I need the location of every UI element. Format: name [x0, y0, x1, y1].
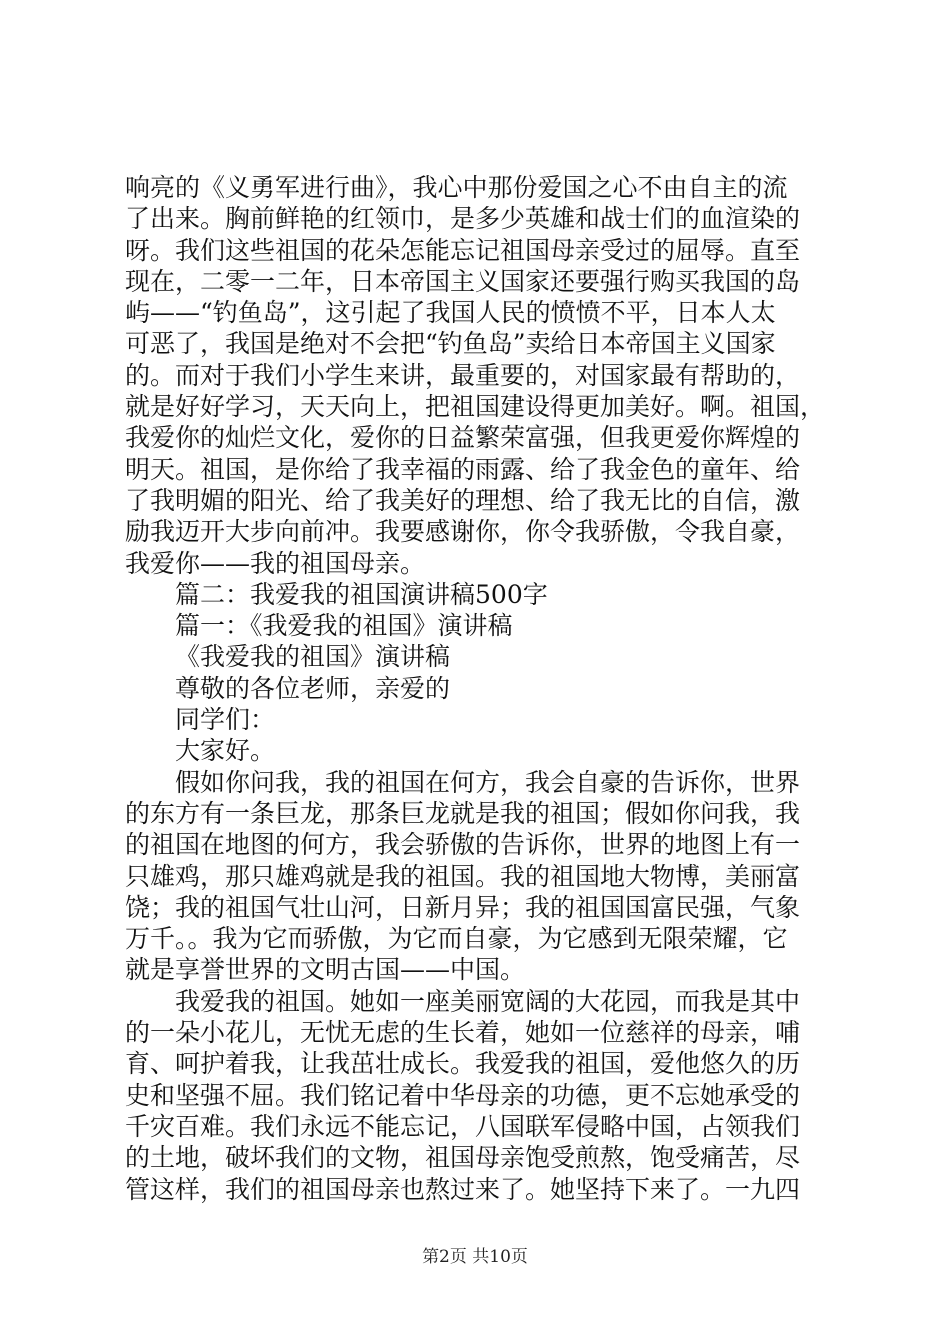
text-line: 的一朵小花儿，无忧无虑的生长着，她如一位慈祥的母亲，哺 [125, 1018, 801, 1048]
text-line: 的东方有一条巨龙，那条巨龙就是我的祖国；假如你问我，我 [125, 798, 801, 828]
paragraph-start: 我爱我的祖国。她如一座美丽宽阔的大花园，而我是其中 [175, 986, 801, 1016]
document-body [125, 172, 835, 1205]
text-line: 饶；我的祖国气壮山河，日新月异；我的祖国国富民强，气象 [125, 892, 801, 922]
text-line: 的祖国在地图的何方，我会骄傲的告诉你，世界的地图上有一 [125, 830, 801, 860]
text-line: 史和坚强不屈。我们铭记着中华母亲的功德，更不忘她承受的 [125, 1080, 801, 1110]
text-line: 育、呵护着我，让我茁壮成长。我爱我的祖国，爱他悠久的历 [125, 1049, 801, 1079]
text-line: 屿——“钓鱼岛”，这引起了我国人民的愤愤不平，日本人太 [125, 298, 776, 328]
section-heading: 篇二：我爱我的祖国演讲稿500字 [175, 579, 548, 609]
text-line: 我爱你——我的祖国母亲。 [125, 548, 426, 578]
text-line: 千灾百难。我们永远不能忘记，八国联军侵略中国，占领我们 [125, 1111, 801, 1141]
section-heading: 篇一：《我爱我的祖国》演讲稿 [175, 611, 513, 641]
text-line: 呀。我们这些祖国的花朵怎能忘记祖国母亲受过的屈辱。直至 [125, 235, 801, 265]
text-line: 励我迈开大步向前冲。我要感谢你，你令我骄傲，令我自豪， [125, 517, 801, 547]
text-line: 了出来。胸前鲜艳的红领巾，是多少英雄和战士们的血渲染的 [125, 204, 801, 234]
text-line: 管这样，我们的祖国母亲也熬过来了。她坚持下来了。一九四 [125, 1174, 801, 1204]
page-number-footer: 第2页 共10页 [422, 1247, 528, 1267]
speech-title: 《我爱我的祖国》演讲稿 [175, 642, 451, 672]
text-line: 响亮的《义勇军进行曲》，我心中那份爱国之心不由自主的流 [125, 173, 788, 202]
text-line: 的。而对于我们小学生来讲，最重要的，对国家最有帮助的， [125, 360, 801, 390]
paragraph-start: 假如你问我，我的祖国在何方，我会自豪的告诉你，世界 [175, 767, 801, 797]
text-line: 就是好好学习，天天向上，把祖国建设得更加美好。啊。祖国， [125, 392, 826, 422]
salutation-line: 同学们： [175, 705, 276, 735]
text-line: 可恶了，我国是绝对不会把“钓鱼岛”卖给日本帝国主义国家 [125, 329, 776, 359]
salutation-line: 尊敬的各位老师，亲爱的 [175, 673, 451, 703]
text-line: 就是享誉世界的文明古国——中国。 [125, 955, 526, 985]
text-line: 只雄鸡，那只雄鸡就是我的祖国。我的祖国地大物博，美丽富 [125, 861, 801, 891]
text-line: 万千。。我为它而骄傲，为它而自豪，为它感到无限荣耀，它 [125, 924, 788, 954]
text-line: 的土地，破坏我们的文物，祖国母亲饱受煎熬，饱受痛苦，尽 [125, 1143, 801, 1173]
greeting-line: 大家好。 [175, 736, 276, 766]
text-line: 明天。祖国，是你给了我幸福的雨露、给了我金色的童年、给 [125, 454, 801, 484]
text-line: 我爱你的灿烂文化，爱你的日益繁荣富强，但我更爱你辉煌的 [125, 423, 801, 453]
text-line: 现在，二零一二年，日本帝国主义国家还要强行购买我国的岛 [125, 266, 801, 296]
text-line: 了我明媚的阳光、给了我美好的理想、给了我无比的自信，激 [125, 485, 801, 515]
